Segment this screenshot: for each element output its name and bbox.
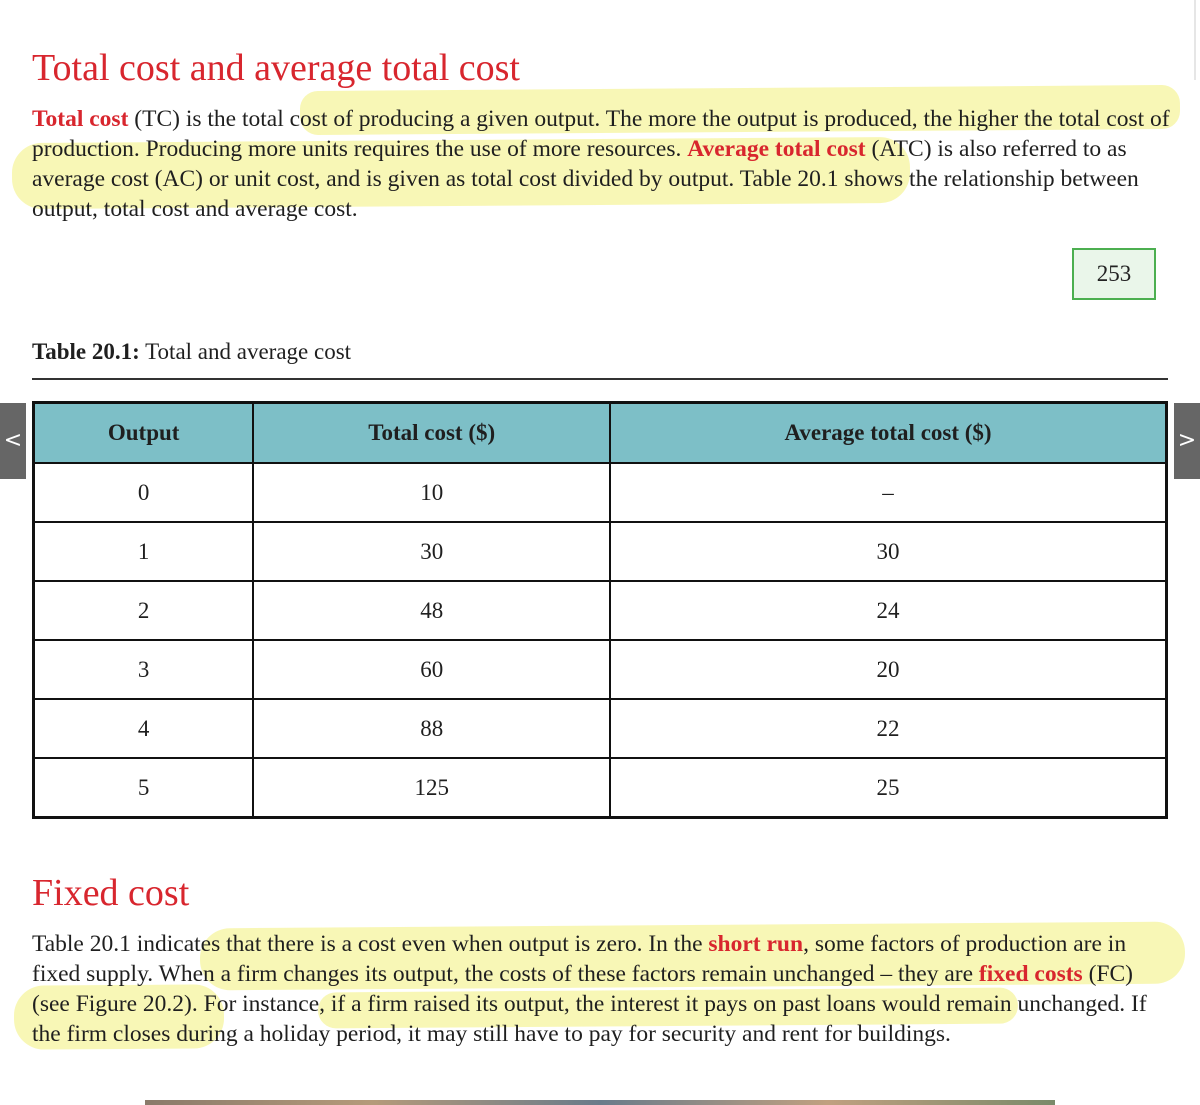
table-row bbox=[34, 522, 1167, 581]
cell-total-cost: 125 bbox=[253, 758, 610, 818]
table-caption-text: Total and average cost bbox=[139, 339, 352, 364]
paragraph-text: Table 20.1 indicates that there is a cost even when output is zero. In the bbox=[32, 931, 709, 957]
cell-output: 1 bbox=[34, 522, 254, 581]
header-average-total-cost: Average total cost ($) bbox=[610, 403, 1166, 464]
cell-average-total-cost: – bbox=[610, 463, 1166, 522]
cell-output: 0 bbox=[34, 463, 254, 522]
cell-total-cost: 60 bbox=[253, 640, 610, 699]
table-caption bbox=[32, 337, 351, 367]
cell-output: 5 bbox=[34, 758, 254, 818]
table-row bbox=[34, 463, 1167, 522]
paragraph-text: (TC) is the total cost of producing a given output. The more the output is produced, the higher the total cost of production. Producing more units requires the use of more resources. bbox=[32, 106, 1170, 162]
table-caption-label: Table 20.1: bbox=[32, 339, 140, 364]
term-short-run: short run bbox=[708, 931, 804, 957]
total-average-cost-table bbox=[32, 401, 1168, 819]
cell-output: 3 bbox=[34, 640, 254, 699]
cell-total-cost: 88 bbox=[253, 699, 610, 758]
section-heading-fixed-cost: Fixed cost bbox=[32, 872, 190, 914]
cell-average-total-cost: 20 bbox=[610, 640, 1166, 699]
paragraph-text: (ATC) is also referred to as average cost (AC) or unit cost, and is given as total cost divided by output. Table 20.1 shows the relationship between output, total cost and average cost. bbox=[32, 136, 1139, 222]
term-average-total-cost: Average total cost bbox=[687, 136, 866, 162]
figure-image-edge bbox=[145, 1100, 1055, 1105]
term-total-cost: Total cost bbox=[32, 106, 129, 132]
previous-page-button[interactable]: < bbox=[0, 403, 26, 479]
cell-average-total-cost: 22 bbox=[610, 699, 1166, 758]
header-total-cost: Total cost ($) bbox=[253, 403, 610, 464]
page-edge-rule bbox=[1194, 0, 1196, 80]
cell-average-total-cost: 25 bbox=[610, 758, 1166, 818]
table-row bbox=[34, 758, 1167, 818]
cell-total-cost: 10 bbox=[253, 463, 610, 522]
paragraph-text: (FC) (see Figure 20.2). For instance, if a firm raised its output, the interest it pays on past loans would remain unchanged. If the firm closes during a holiday period, it may still have to pay for security and rent for buildings. bbox=[32, 961, 1147, 1047]
table-row bbox=[34, 699, 1167, 758]
caption-divider bbox=[32, 378, 1168, 380]
table-row bbox=[34, 640, 1167, 699]
cell-total-cost: 30 bbox=[253, 522, 610, 581]
table-row bbox=[34, 581, 1167, 640]
cell-total-cost: 48 bbox=[253, 581, 610, 640]
cropped-previous-heading bbox=[330, 0, 650, 6]
total-cost-paragraph bbox=[32, 104, 1172, 224]
next-page-button[interactable]: > bbox=[1174, 403, 1200, 479]
term-fixed-costs: fixed costs bbox=[978, 961, 1083, 987]
table-header-row bbox=[34, 403, 1167, 464]
cell-average-total-cost: 24 bbox=[610, 581, 1166, 640]
cell-output: 4 bbox=[34, 699, 254, 758]
cell-average-total-cost: 30 bbox=[610, 522, 1166, 581]
cell-output: 2 bbox=[34, 581, 254, 640]
page-number-badge: 253 bbox=[1072, 248, 1156, 300]
section-heading-total-cost: Total cost and average total cost bbox=[32, 47, 520, 89]
fixed-cost-paragraph bbox=[32, 929, 1172, 1049]
paragraph-text: , some factors of production are in fixed supply. When a firm changes its output, the costs of these factors remain unchanged – they are bbox=[32, 931, 1127, 987]
header-output: Output bbox=[34, 403, 254, 464]
